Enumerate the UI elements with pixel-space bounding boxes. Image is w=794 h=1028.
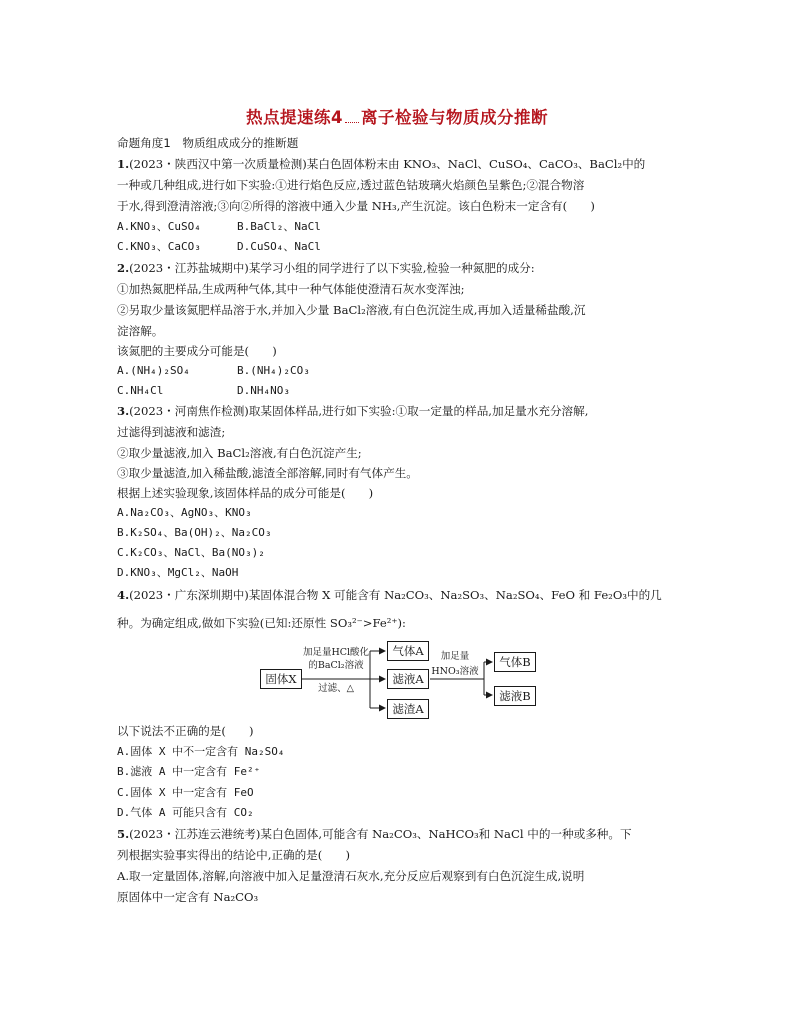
q4-option-a[interactable]: A.固体 X 中不一定含有 Na₂SO₄ (117, 745, 285, 758)
q4-option-c[interactable]: C.固体 X 中一定含有 FeO (117, 786, 254, 799)
solid-x-box: 固体X (260, 669, 302, 689)
q1-option-d[interactable]: D.CuSO₄、NaCl (237, 240, 321, 253)
q2-option-d[interactable]: D.NH₄NO₃ (237, 384, 290, 397)
q1-line2: 一种或几种组成,进行如下实验:①进行焰色反应,透过蓝色钴玻璃火焰颜色呈紫色;②混合物溶 (117, 178, 585, 192)
q2-option-a[interactable]: A.(NH₄)₂SO₄ (117, 364, 190, 377)
q3-line1-text: (2023・河南焦作检测)取某固体样品,进行如下实验:①取一定量的样品,加足量水充分溶解, (129, 404, 589, 418)
q2-number: 2. (117, 261, 130, 275)
section-heading: 命题角度1 物质组成成分的推断题 (117, 136, 299, 150)
q1-line3: 于水,得到澄清溶液;③向②所得的溶液中通入少量 NH₃,产生沉淀。该白色粉末一定含有( ) (117, 199, 595, 213)
q2-line1-text: (2023・江苏盐城期中)某学习小组的同学进行了以下实验,检验一种氮肥的成分: (129, 261, 535, 275)
q3-number: 3. (117, 404, 130, 418)
gas-b-box: 气体B (494, 652, 536, 672)
q2-line4: 淀溶解。 (117, 324, 164, 338)
title-right: 离子检验与物质成分推断 (360, 108, 548, 127)
q2-line2: ①加热氮肥样品,生成两种气体,其中一种气体能使澄清石灰水变浑浊; (117, 282, 465, 296)
q4-line3: 以下说法不正确的是( ) (117, 724, 254, 738)
q3-option-a[interactable]: A.Na₂CO₃、AgNO₃、KNO₃ (117, 506, 252, 519)
q5-line3: A.取一定量固体,溶解,向溶液中加入足量澄清石灰水,充分反应后观察到有白色沉淀生成,说明 (117, 869, 585, 883)
q1-number: 1. (117, 157, 130, 171)
q4-line2: 种。为确定组成,做如下实验(已知:还原性 SO₃²⁻>Fe²⁺): (117, 616, 406, 630)
q4-line1-text: (2023・广东深圳期中)某固体混合物 X 可能含有 Na₂CO₃、Na₂SO₃、Na₂SO₄、FeO 和 Fe₂O₃中的几 (129, 588, 662, 602)
q5-line4: 原固体中一定含有 Na₂CO₃ (117, 890, 259, 904)
q4-option-d[interactable]: D.气体 A 可能只含有 CO₂ (117, 806, 254, 819)
q3-line2: 过滤得到滤液和滤渣; (117, 425, 226, 439)
q3-option-c[interactable]: C.K₂CO₃、NaCl、Ba(NO₃)₂ (117, 546, 265, 559)
reagent2-bottom-label: HNO₃溶液 (431, 666, 479, 677)
reagent1-bottom-label: 过滤、△ (318, 683, 354, 694)
reagent1-top-label: 加足量HCl酸化 (302, 647, 370, 658)
q3-line5: 根据上述实验现象,该固体样品的成分可能是( ) (117, 486, 374, 500)
q5-line2: 列根据实验事实得出的结论中,正确的是( ) (117, 848, 351, 862)
q2-option-c[interactable]: C.NH₄Cl (117, 384, 164, 397)
q5-line1 (117, 827, 632, 841)
q1-option-a[interactable]: A.KNO₃、CuSO₄ (117, 220, 201, 233)
filtrate-a-box: 滤液A (387, 669, 429, 689)
q1-option-b[interactable]: B.BaCl₂、NaCl (237, 220, 321, 233)
reagent1-mid-label: 的BaCl₂溶液 (308, 660, 364, 671)
residue-a-box: 滤渣A (387, 699, 429, 719)
q1-line1-text: (2023・陕西汉中第一次质量检测)某白色固体粉末由 KNO₃、NaCl、CuSO₄、CaCO₃、BaCl₂中的 (129, 157, 646, 171)
q3-option-b[interactable]: B.K₂SO₄、Ba(OH)₂、Na₂CO₃ (117, 526, 272, 539)
filtrate-b-box: 滤液B (494, 686, 536, 706)
q2-line5: 该氮肥的主要成分可能是( ) (117, 344, 277, 358)
q2-option-b[interactable]: B.(NH₄)₂CO₃ (237, 364, 310, 377)
gas-a-box: 气体A (387, 641, 429, 661)
q3-line3: ②取少量滤液,加入 BaCl₂溶液,有白色沉淀产生; (117, 446, 362, 460)
reagent2-top-label: 加足量 (440, 651, 470, 662)
q1-option-c[interactable]: C.KNO₃、CaCO₃ (117, 240, 201, 253)
title-left: 热点提速练4 (246, 108, 343, 127)
q2-line3: ②另取少量该氮肥样品溶于水,并加入少量 BaCl₂溶液,有白色沉淀生成,再加入适量稀盐酸,沉 (117, 303, 586, 317)
q3-line4: ③取少量滤渣,加入稀盐酸,滤渣全部溶解,同时有气体产生。 (117, 466, 418, 480)
q5-number: 5. (117, 827, 130, 841)
q3-option-d[interactable]: D.KNO₃、MgCl₂、NaOH (117, 566, 239, 579)
q4-option-b[interactable]: B.滤液 A 中一定含有 Fe²⁺ (117, 765, 261, 778)
q4-number: 4. (117, 588, 130, 602)
q5-line1-text: (2023・江苏连云港统考)某白色固体,可能含有 Na₂CO₃、NaHCO₃和 NaCl 中的一种或多种。下 (129, 827, 632, 841)
